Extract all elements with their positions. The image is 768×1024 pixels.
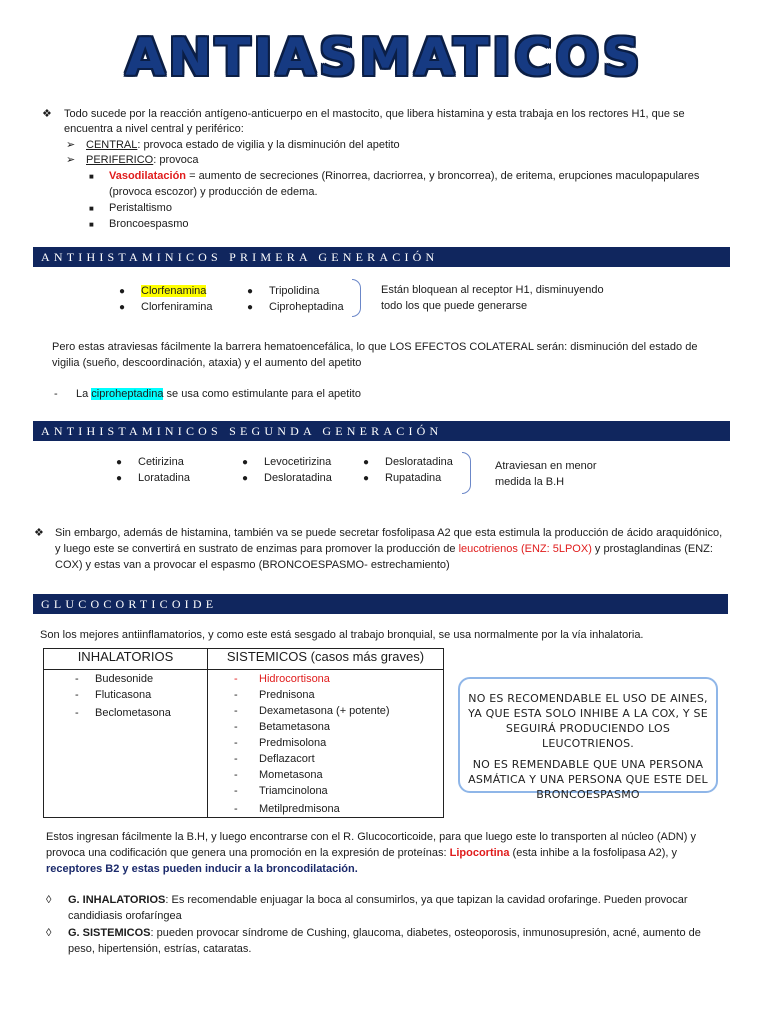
drug-item: Loratadina [138, 472, 190, 484]
inhalatorios-cell [44, 670, 208, 818]
dash-bullet: - [234, 785, 238, 797]
drug-item: Cetirizina [138, 456, 184, 468]
drug-item: Rupatadina [385, 472, 442, 484]
table-header-sistemicos: SISTEMICOS (casos más graves) [208, 649, 444, 670]
dash-bullet: - [54, 388, 58, 400]
sistemicos-effects: G. SISTEMICOS: pueden provocar síndrome de Cushing, glaucoma, diabetes, osteoporosis, inmunosupresión, acné, aumento de [68, 927, 701, 939]
brace-text: Atraviesan en menor [495, 460, 597, 472]
periferico-label: PERIFERICO [86, 154, 154, 166]
diamond-outline-bullet-icon: ◊ [46, 927, 52, 939]
dash-bullet: - [234, 737, 238, 749]
list-item: Deflazacort [259, 753, 315, 765]
effects-paragraph-2: vigilia (sueño, descoordinación, ataxia) y el aumento del apetito [52, 357, 362, 369]
bullet-icon: ● [247, 286, 254, 297]
aines-note-box [458, 677, 718, 801]
list-item: Budesonide [95, 673, 154, 685]
drug-item: Levocetirizina [264, 456, 332, 468]
bullet-icon: ● [119, 286, 126, 297]
note-text: NO ES RECOMENDABLE EL USO DE AINES, YA QUE ESTA SOLO INHIBE A LA COX, Y SE SEGUIRÁ PRODUCIENDO LOS LEUCOTRIENOS. [468, 692, 708, 750]
square-bullet-icon: ■ [89, 204, 94, 213]
dash-bullet: - [234, 769, 238, 781]
central-label: CENTRAL [86, 139, 138, 151]
bullet-icon: ● [363, 473, 370, 484]
vasodilatacion-text-2: (provoca escozor) y producción de edema. [109, 186, 318, 198]
drug-item: Clorfeniramina [141, 301, 213, 313]
square-bullet-icon: ■ [89, 172, 94, 181]
sistemicos-cell [208, 670, 444, 818]
brace-text: todo los que puede generarse [381, 300, 528, 312]
inhalatorios-effects-2: candidiasis orofaríngea [68, 910, 182, 922]
bullet-icon: ● [242, 473, 249, 484]
list-item: Betametasona [259, 721, 330, 733]
arrow-bullet-icon: ➢ [66, 139, 76, 151]
list-item: Metilpredmisona [259, 803, 340, 815]
brace-text: medida la B.H [495, 476, 565, 488]
diamond-bullet-icon: ❖ [34, 527, 44, 539]
inhalatorios-effects: G. INHALATORIOS: Es recomendable enjuagar la boca al consumirlos, ya que tapizan la cavidad orofaringe. Pueden provocar [68, 894, 688, 906]
vasodilatacion-label: Vasodilatación [109, 170, 187, 182]
dash-bullet: - [234, 705, 238, 717]
dash-bullet: - [234, 673, 238, 685]
mechanism-line-1: Estos ingresan fácilmente la B.H, y luego encontrarse con el R. Glucocorticoide, para que luego este lo transporten al núcleo (ADN) y [46, 831, 696, 843]
peristaltismo-item: Peristaltismo [109, 202, 172, 214]
fosfolipasa-line-1: Sin embargo, además de histamina, también va se puede secretar fosfolipasa A2 que esta estimula la producción de ácido araquidónico, [55, 527, 723, 539]
list-item: Triamcinolona [259, 785, 328, 797]
glucocorticoide-table [43, 648, 444, 818]
dash-bullet: - [75, 707, 79, 719]
vasodilatacion-text: = aumento de secreciones (Rinorrea, dacriorrea, y broncorrea), de eritema, erupciones maculopapulares [186, 170, 700, 182]
mechanism-line-3: receptores B2 y estas pueden inducir a la broncodilatación. [46, 863, 358, 875]
periferico-line [86, 153, 198, 168]
effects-paragraph: Pero estas atraviesas fácilmente la barrera hematoencefálica, lo que LOS EFECTOS COLATERAL serán: disminución del estado de [52, 341, 698, 353]
drug-item: Tripolidina [269, 285, 320, 297]
diamond-bullet-icon: ❖ [42, 108, 52, 120]
periferico-text: : provoca [153, 154, 199, 166]
brace-icon [462, 452, 471, 494]
central-line [86, 138, 400, 153]
list-item: Prednisona [259, 689, 315, 701]
bullet-icon: ● [247, 302, 254, 313]
brace-icon [352, 279, 361, 317]
page-title: ANTIASMATICOS [125, 28, 643, 88]
drug-item: Desloratadina [264, 472, 332, 484]
central-text: : provoca estado de vigilia y la disminución del apetito [137, 139, 400, 151]
diamond-outline-bullet-icon: ◊ [46, 894, 52, 906]
glucocorticoide-intro: Son los mejores antiinflamatorios, y como este está sesgado al trabajo bronquial, se usa normalmente por la vía inhalatoria. [40, 629, 644, 641]
drug-item: Desloratadina [385, 456, 453, 468]
ciproheptadina-note: La ciproheptadina se usa como estimulante para el apetito [76, 388, 361, 400]
mechanism-line-2: provoca una codificación que genera una promoción en la expresión de proteínas: Lipocortina (esta inhibe a la fosfolipasa A2), y [46, 847, 678, 859]
bullet-icon: ● [119, 302, 126, 313]
drug-item: Clorfenamina [141, 285, 207, 297]
section-header-segunda-generacion: ANTIHISTAMINICOS SEGUNDA GENERACIÓN [33, 421, 730, 441]
fosfolipasa-line-2: y luego este se convertirá en sustrato de enzimas para promover la producción de leucotrienos (ENZ: 5LPOX) y prostaglandinas (ENZ: [55, 543, 713, 555]
section-header-primera-generacion: ANTIHISTAMINICOS PRIMERA GENERACIÓN [33, 247, 730, 267]
dash-bullet: - [234, 689, 238, 701]
drug-item: Ciproheptadina [269, 301, 344, 313]
list-item: Predmisolona [259, 737, 327, 749]
square-bullet-icon: ■ [89, 220, 94, 229]
broncoespasmo-item: Broncoespasmo [109, 218, 189, 230]
list-item: Fluticasona [95, 689, 152, 701]
section-header-glucocorticoide: GLUCOCORTICOIDE [33, 594, 728, 614]
dash-bullet: - [234, 753, 238, 765]
bullet-icon: ● [116, 457, 123, 468]
fosfolipasa-line-3: COX) y estas van a provocar el espasmo (BRONCOESPASMO- estrechamiento) [55, 559, 450, 571]
list-item: Dexametasona (+ potente) [259, 705, 390, 717]
sistemicos-effects-2: peso, hipertensión, estrías, cataratas. [68, 943, 252, 955]
list-item: Hidrocortisona [259, 673, 330, 685]
bullet-icon: ● [116, 473, 123, 484]
note-text: NO ES REMENDABLE QUE UNA PERSONA ASMÁTICA Y UNA PERSONA QUE ESTE DEL BRONCOESPASMO [468, 758, 708, 801]
arrow-bullet-icon: ➢ [66, 154, 76, 166]
dash-bullet: - [234, 803, 238, 815]
intro-text: Todo sucede por la reacción antígeno-anticuerpo en el mastocito, que libera histamina y esta trabaja en los rectores H1, que se encuentra a nivel central y periférico: [64, 108, 685, 135]
dash-bullet: - [75, 673, 79, 685]
bullet-icon: ● [363, 457, 370, 468]
list-item: Mometasona [259, 769, 323, 781]
vasodilatacion-line [109, 169, 729, 184]
table-header-inhalatorios: INHALATORIOS [44, 649, 208, 670]
dash-bullet: - [234, 721, 238, 733]
brace-text: Están bloquean al receptor H1, disminuyendo [381, 284, 604, 296]
dash-bullet: - [75, 689, 79, 701]
bullet-icon: ● [242, 457, 249, 468]
list-item: Beclometasona [95, 707, 171, 719]
